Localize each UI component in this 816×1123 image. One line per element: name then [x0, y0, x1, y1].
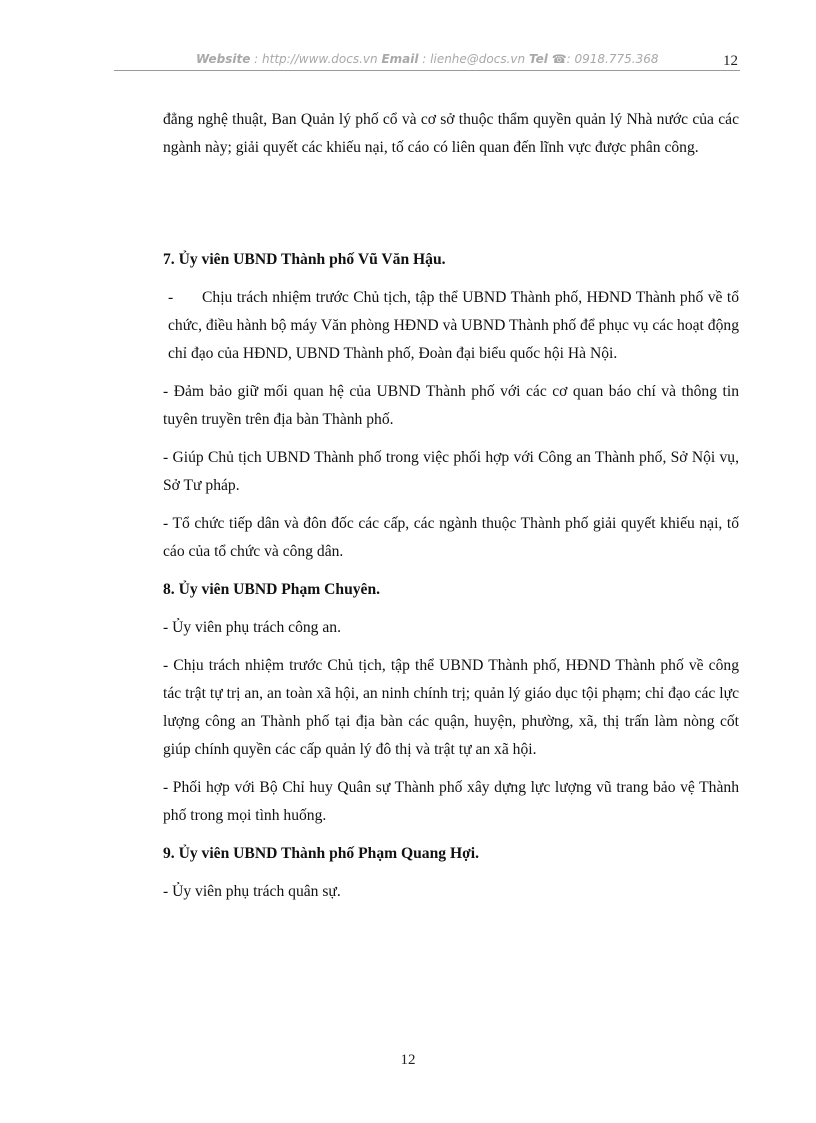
section-7-item — [163, 284, 739, 368]
section-7-item: - Đảm bảo giữ mối quan hệ của UBND Thành phố với các cơ quan báo chí và thông tin tuyên truyền trên địa bàn Thành phố. — [163, 383, 739, 428]
section-7-item-text: Chịu trách nhiệm trước Chủ tịch, tập thể UBND Thành phố, HĐND Thành phố về tổ chức, điều hành bộ máy Văn phòng HĐND và UBND Thành phố để phục vụ các hoạt động chỉ đạo của HĐND, UBND Thành phố, Đoàn đại biểu quốc hội Hà Nội. — [168, 289, 739, 362]
document-body — [163, 106, 739, 916]
header-page-number: 12 — [723, 53, 738, 69]
tel-label: Tel — [528, 52, 548, 66]
section-7-title: 7. Ủy viên UBND Thành phố Vũ Văn Hậu. — [163, 251, 446, 268]
section-8-title: 8. Ủy viên UBND Phạm Chuyên. — [163, 581, 381, 598]
section-9-title: 9. Ủy viên UBND Thành phố Phạm Quang Hợi. — [163, 845, 479, 862]
phone-icon: ☎ — [551, 52, 567, 66]
email-label: Email — [381, 52, 419, 66]
header-contact-line — [196, 52, 658, 66]
section-7-item: - Tổ chức tiếp dân và đôn đốc các cấp, các ngành thuộc Thành phố giải quyết khiếu nại, tố cáo của tổ chức và công dân. — [163, 515, 739, 560]
paragraph-gap — [163, 162, 739, 246]
section-8-item: - Ủy viên phụ trách công an. — [163, 619, 341, 636]
section-9-item: - Ủy viên phụ trách quân sự. — [163, 883, 341, 900]
section-7-item: - Giúp Chủ tịch UBND Thành phố trong việc phối hợp với Công an Thành phố, Sở Nội vụ, Sở Tư pháp. — [163, 449, 739, 494]
section-8-item: - Phối hợp với Bộ Chỉ huy Quân sự Thành phố xây dựng lực lượng vũ trang bảo vệ Thành phố trong mọi tình huống. — [163, 779, 739, 824]
intro-paragraph: đẳng nghệ thuật, Ban Quản lý phố cổ và cơ sở thuộc thẩm quyền quản lý Nhà nước của các ngành này; giải quyết các khiếu nại, tố cáo có liên quan đến lĩnh vực được phân công. — [163, 111, 739, 156]
page-header — [114, 50, 740, 71]
email-value[interactable]: : lienhe@docs.vn — [422, 52, 526, 66]
tel-value: : 0918.775.368 — [566, 52, 659, 66]
dash-marker: - — [168, 289, 174, 306]
website-label: Website — [196, 52, 251, 66]
website-value[interactable]: : http://www.docs.vn — [254, 52, 378, 66]
footer-page-number: 12 — [400, 1052, 416, 1068]
section-8-item: - Chịu trách nhiệm trước Chủ tịch, tập thể UBND Thành phố, HĐND Thành phố về công tác trật tự trị an, an toàn xã hội, an ninh chính trị; quản lý giáo dục tội phạm; chỉ đạo các lực lượng công an Thành phố tại địa bàn các quận, huyện, phường, xã, thị trấn làm nòng cốt giúp chính quyền các cấp quản lý đô thị và trật tự an xã hội. — [163, 657, 739, 758]
